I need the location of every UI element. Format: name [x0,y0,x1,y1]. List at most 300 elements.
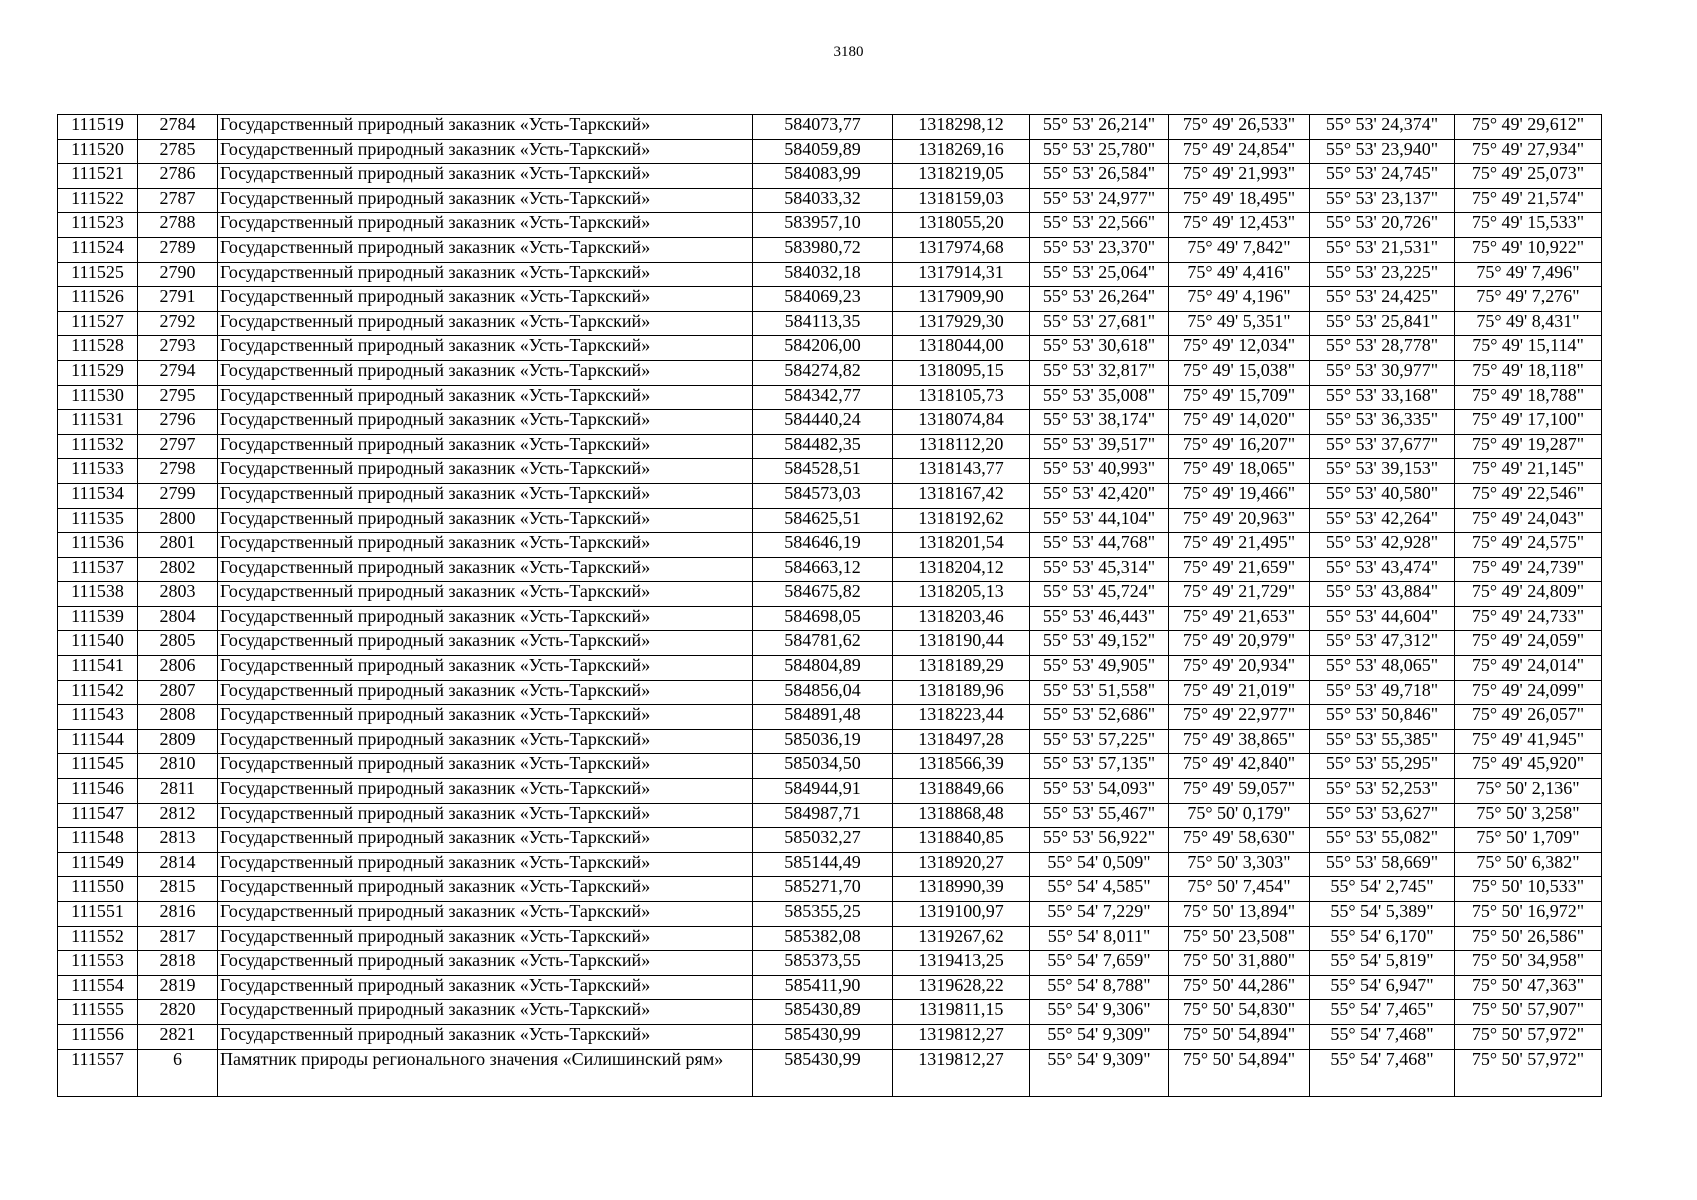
object-name-cell: Государственный природный заказник «Усть-Таркский» [218,410,753,435]
record-id-cell: 111553 [58,951,138,976]
table-row [58,828,1602,853]
record-id-cell: 111552 [58,926,138,951]
y-coordinate-cell: 1318074,84 [893,410,1030,435]
latitude-2-cell: 55° 53' 36,335" [1310,410,1455,435]
latitude-1-cell: 55° 53' 52,686" [1030,705,1169,730]
y-coordinate-cell: 1318095,15 [893,360,1030,385]
object-name-cell: Государственный природный заказник «Усть-Таркский» [218,213,753,238]
latitude-1-cell: 55° 53' 39,517" [1030,434,1169,459]
latitude-2-cell: 55° 53' 24,425" [1310,287,1455,312]
longitude-2-cell: 75° 49' 24,099" [1455,680,1602,705]
latitude-2-cell: 55° 53' 58,669" [1310,852,1455,877]
table-row [58,336,1602,361]
point-number-cell: 2813 [138,828,218,853]
table-row [58,582,1602,607]
longitude-1-cell: 75° 49' 12,034" [1169,336,1310,361]
longitude-1-cell: 75° 49' 7,842" [1169,237,1310,262]
coordinates-table [57,114,1602,1097]
latitude-2-cell: 55° 53' 43,884" [1310,582,1455,607]
y-coordinate-cell: 1319628,22 [893,975,1030,1000]
x-coordinate-cell: 585355,25 [753,902,893,927]
table-row [58,803,1602,828]
latitude-1-cell: 55° 53' 27,681" [1030,311,1169,336]
point-number-cell: 2817 [138,926,218,951]
latitude-2-cell: 55° 53' 49,718" [1310,680,1455,705]
y-coordinate-cell: 1318849,66 [893,779,1030,804]
object-name-cell: Государственный природный заказник «Усть-Таркский» [218,1000,753,1025]
latitude-2-cell: 55° 53' 23,225" [1310,262,1455,287]
latitude-2-cell: 55° 53' 24,374" [1310,115,1455,140]
table-row [58,311,1602,336]
longitude-1-cell: 75° 49' 24,854" [1169,139,1310,164]
point-number-cell: 2793 [138,336,218,361]
latitude-1-cell: 55° 53' 40,993" [1030,459,1169,484]
x-coordinate-cell: 584033,32 [753,188,893,213]
y-coordinate-cell: 1318055,20 [893,213,1030,238]
y-coordinate-cell: 1318189,96 [893,680,1030,705]
latitude-2-cell: 55° 53' 23,940" [1310,139,1455,164]
y-coordinate-cell: 1318201,54 [893,533,1030,558]
table-row [58,754,1602,779]
object-name-cell: Государственный природный заказник «Усть-Таркский» [218,483,753,508]
y-coordinate-cell: 1319812,27 [893,1024,1030,1049]
object-name-cell: Государственный природный заказник «Усть-Таркский» [218,975,753,1000]
table-row [58,237,1602,262]
latitude-2-cell: 55° 53' 24,745" [1310,164,1455,189]
table-row [58,1024,1602,1049]
object-name-cell: Государственный природный заказник «Усть-Таркский» [218,287,753,312]
longitude-1-cell: 75° 50' 54,830" [1169,1000,1310,1025]
longitude-2-cell: 75° 49' 41,945" [1455,729,1602,754]
table-row [58,729,1602,754]
x-coordinate-cell: 585430,99 [753,1024,893,1049]
latitude-1-cell: 55° 53' 44,768" [1030,533,1169,558]
y-coordinate-cell: 1318192,62 [893,508,1030,533]
longitude-1-cell: 75° 49' 59,057" [1169,779,1310,804]
longitude-1-cell: 75° 49' 4,196" [1169,287,1310,312]
latitude-2-cell: 55° 53' 21,531" [1310,237,1455,262]
object-name-cell: Государственный природный заказник «Усть-Таркский» [218,508,753,533]
point-number-cell: 2796 [138,410,218,435]
record-id-cell: 111545 [58,754,138,779]
latitude-1-cell: 55° 53' 57,135" [1030,754,1169,779]
point-number-cell: 2803 [138,582,218,607]
latitude-2-cell: 55° 53' 42,264" [1310,508,1455,533]
latitude-2-cell: 55° 53' 30,977" [1310,360,1455,385]
point-number-cell: 2792 [138,311,218,336]
x-coordinate-cell: 584804,89 [753,656,893,681]
table-row [58,656,1602,681]
x-coordinate-cell: 585271,70 [753,877,893,902]
longitude-1-cell: 75° 50' 0,179" [1169,803,1310,828]
latitude-1-cell: 55° 53' 24,977" [1030,188,1169,213]
record-id-cell: 111554 [58,975,138,1000]
latitude-1-cell: 55° 53' 30,618" [1030,336,1169,361]
longitude-2-cell: 75° 49' 22,546" [1455,483,1602,508]
longitude-2-cell: 75° 49' 24,809" [1455,582,1602,607]
x-coordinate-cell: 584573,03 [753,483,893,508]
record-id-cell: 111546 [58,779,138,804]
record-id-cell: 111535 [58,508,138,533]
latitude-2-cell: 55° 53' 37,677" [1310,434,1455,459]
record-id-cell: 111539 [58,606,138,631]
y-coordinate-cell: 1317909,90 [893,287,1030,312]
x-coordinate-cell: 585373,55 [753,951,893,976]
record-id-cell: 111549 [58,852,138,877]
latitude-2-cell: 55° 53' 55,082" [1310,828,1455,853]
x-coordinate-cell: 585036,19 [753,729,893,754]
y-coordinate-cell: 1317914,31 [893,262,1030,287]
point-number-cell: 2814 [138,852,218,877]
longitude-1-cell: 75° 50' 31,880" [1169,951,1310,976]
longitude-2-cell: 75° 49' 29,612" [1455,115,1602,140]
record-id-cell: 111542 [58,680,138,705]
record-id-cell: 111520 [58,139,138,164]
object-name-cell: Государственный природный заказник «Усть-Таркский» [218,434,753,459]
object-name-cell: Государственный природный заказник «Усть-Таркский» [218,164,753,189]
x-coordinate-cell: 584073,77 [753,115,893,140]
y-coordinate-cell: 1319267,62 [893,926,1030,951]
record-id-cell: 111530 [58,385,138,410]
x-coordinate-cell: 584987,71 [753,803,893,828]
record-id-cell: 111548 [58,828,138,853]
y-coordinate-cell: 1317929,30 [893,311,1030,336]
y-coordinate-cell: 1318497,28 [893,729,1030,754]
record-id-cell: 111524 [58,237,138,262]
point-number-cell: 2807 [138,680,218,705]
point-number-cell: 2785 [138,139,218,164]
x-coordinate-cell: 584206,00 [753,336,893,361]
y-coordinate-cell: 1318105,73 [893,385,1030,410]
point-number-cell: 2806 [138,656,218,681]
table-row [58,213,1602,238]
latitude-1-cell: 55° 53' 45,724" [1030,582,1169,607]
y-coordinate-cell: 1318205,13 [893,582,1030,607]
latitude-1-cell: 55° 54' 0,509" [1030,852,1169,877]
x-coordinate-cell: 584032,18 [753,262,893,287]
longitude-1-cell: 75° 49' 18,495" [1169,188,1310,213]
longitude-1-cell: 75° 49' 22,977" [1169,705,1310,730]
table-row [58,557,1602,582]
record-id-cell: 111534 [58,483,138,508]
longitude-2-cell: 75° 50' 57,972" [1455,1024,1602,1049]
longitude-1-cell: 75° 49' 12,453" [1169,213,1310,238]
point-number-cell: 2810 [138,754,218,779]
table-row [58,705,1602,730]
longitude-2-cell: 75° 50' 34,958" [1455,951,1602,976]
longitude-1-cell: 75° 49' 21,019" [1169,680,1310,705]
longitude-1-cell: 75° 49' 21,659" [1169,557,1310,582]
record-id-cell: 111538 [58,582,138,607]
table-row [58,434,1602,459]
x-coordinate-cell: 583957,10 [753,213,893,238]
longitude-2-cell: 75° 50' 26,586" [1455,926,1602,951]
x-coordinate-cell: 585034,50 [753,754,893,779]
table-row [58,975,1602,1000]
longitude-2-cell: 75° 50' 57,907" [1455,1000,1602,1025]
latitude-1-cell: 55° 53' 49,152" [1030,631,1169,656]
object-name-cell: Государственный природный заказник «Усть-Таркский» [218,951,753,976]
latitude-1-cell: 55° 53' 38,174" [1030,410,1169,435]
x-coordinate-cell: 584698,05 [753,606,893,631]
record-id-cell: 111529 [58,360,138,385]
table-row [58,951,1602,976]
object-name-cell: Государственный природный заказник «Усть-Таркский» [218,803,753,828]
longitude-2-cell: 75° 49' 24,014" [1455,656,1602,681]
longitude-2-cell: 75° 49' 8,431" [1455,311,1602,336]
x-coordinate-cell: 585382,08 [753,926,893,951]
table-row [58,508,1602,533]
point-number-cell: 2790 [138,262,218,287]
latitude-1-cell: 55° 54' 9,309" [1030,1024,1169,1049]
latitude-2-cell: 55° 53' 43,474" [1310,557,1455,582]
object-name-cell: Государственный природный заказник «Усть-Таркский» [218,115,753,140]
table-row [58,1049,1602,1096]
point-number-cell: 2820 [138,1000,218,1025]
latitude-2-cell: 55° 53' 55,385" [1310,729,1455,754]
longitude-1-cell: 75° 49' 38,865" [1169,729,1310,754]
longitude-2-cell: 75° 49' 26,057" [1455,705,1602,730]
longitude-2-cell: 75° 49' 7,496" [1455,262,1602,287]
object-name-cell: Государственный природный заказник «Усть-Таркский» [218,877,753,902]
latitude-1-cell: 55° 53' 26,584" [1030,164,1169,189]
longitude-2-cell: 75° 50' 16,972" [1455,902,1602,927]
table-row [58,115,1602,140]
record-id-cell: 111543 [58,705,138,730]
longitude-1-cell: 75° 49' 21,993" [1169,164,1310,189]
y-coordinate-cell: 1318044,00 [893,336,1030,361]
latitude-1-cell: 55° 53' 55,467" [1030,803,1169,828]
latitude-1-cell: 55° 53' 54,093" [1030,779,1169,804]
point-number-cell: 2801 [138,533,218,558]
longitude-1-cell: 75° 50' 23,508" [1169,926,1310,951]
longitude-1-cell: 75° 49' 15,709" [1169,385,1310,410]
latitude-2-cell: 55° 53' 25,841" [1310,311,1455,336]
longitude-2-cell: 75° 50' 6,382" [1455,852,1602,877]
longitude-1-cell: 75° 49' 18,065" [1169,459,1310,484]
record-id-cell: 111531 [58,410,138,435]
longitude-1-cell: 75° 49' 19,466" [1169,483,1310,508]
object-name-cell: Государственный природный заказник «Усть-Таркский» [218,729,753,754]
table-row [58,483,1602,508]
object-name-cell: Государственный природный заказник «Усть-Таркский» [218,336,753,361]
y-coordinate-cell: 1318920,27 [893,852,1030,877]
point-number-cell: 2799 [138,483,218,508]
latitude-2-cell: 55° 54' 6,947" [1310,975,1455,1000]
longitude-1-cell: 75° 49' 26,533" [1169,115,1310,140]
latitude-2-cell: 55° 53' 40,580" [1310,483,1455,508]
latitude-2-cell: 55° 53' 20,726" [1310,213,1455,238]
latitude-2-cell: 55° 53' 53,627" [1310,803,1455,828]
point-number-cell: 2819 [138,975,218,1000]
point-number-cell: 2808 [138,705,218,730]
latitude-2-cell: 55° 54' 7,468" [1310,1049,1455,1096]
x-coordinate-cell: 584646,19 [753,533,893,558]
latitude-1-cell: 55° 53' 42,420" [1030,483,1169,508]
object-name-cell: Государственный природный заказник «Усть-Таркский» [218,926,753,951]
point-number-cell: 2788 [138,213,218,238]
point-number-cell: 2797 [138,434,218,459]
object-name-cell: Государственный природный заказник «Усть-Таркский» [218,262,753,287]
object-name-cell: Государственный природный заказник «Усть-Таркский» [218,582,753,607]
y-coordinate-cell: 1318189,29 [893,656,1030,681]
longitude-2-cell: 75° 50' 47,363" [1455,975,1602,1000]
longitude-1-cell: 75° 49' 58,630" [1169,828,1310,853]
longitude-2-cell: 75° 50' 1,709" [1455,828,1602,853]
table-row [58,852,1602,877]
longitude-1-cell: 75° 50' 7,454" [1169,877,1310,902]
latitude-1-cell: 55° 53' 25,780" [1030,139,1169,164]
longitude-1-cell: 75° 49' 20,963" [1169,508,1310,533]
latitude-1-cell: 55° 53' 32,817" [1030,360,1169,385]
longitude-1-cell: 75° 50' 13,894" [1169,902,1310,927]
point-number-cell: 2798 [138,459,218,484]
longitude-2-cell: 75° 49' 21,574" [1455,188,1602,213]
longitude-2-cell: 75° 49' 17,100" [1455,410,1602,435]
table-row [58,680,1602,705]
point-number-cell: 2818 [138,951,218,976]
record-id-cell: 111533 [58,459,138,484]
y-coordinate-cell: 1318219,05 [893,164,1030,189]
latitude-2-cell: 55° 53' 44,604" [1310,606,1455,631]
y-coordinate-cell: 1318868,48 [893,803,1030,828]
point-number-cell: 2821 [138,1024,218,1049]
table-row [58,631,1602,656]
point-number-cell: 2816 [138,902,218,927]
longitude-1-cell: 75° 49' 14,020" [1169,410,1310,435]
table-row [58,1000,1602,1025]
latitude-1-cell: 55° 53' 56,922" [1030,828,1169,853]
record-id-cell: 111532 [58,434,138,459]
latitude-1-cell: 55° 53' 46,443" [1030,606,1169,631]
latitude-1-cell: 55° 53' 22,566" [1030,213,1169,238]
x-coordinate-cell: 584274,82 [753,360,893,385]
x-coordinate-cell: 584440,24 [753,410,893,435]
x-coordinate-cell: 585032,27 [753,828,893,853]
x-coordinate-cell: 584113,35 [753,311,893,336]
table-row [58,360,1602,385]
latitude-1-cell: 55° 54' 8,011" [1030,926,1169,951]
y-coordinate-cell: 1318167,42 [893,483,1030,508]
object-name-cell: Государственный природный заказник «Усть-Таркский» [218,828,753,853]
latitude-1-cell: 55° 53' 51,558" [1030,680,1169,705]
longitude-2-cell: 75° 49' 24,575" [1455,533,1602,558]
longitude-2-cell: 75° 49' 18,788" [1455,385,1602,410]
latitude-2-cell: 55° 53' 28,778" [1310,336,1455,361]
x-coordinate-cell: 584944,91 [753,779,893,804]
latitude-2-cell: 55° 54' 7,465" [1310,1000,1455,1025]
y-coordinate-cell: 1319100,97 [893,902,1030,927]
object-name-cell: Государственный природный заказник «Усть-Таркский» [218,237,753,262]
longitude-1-cell: 75° 49' 15,038" [1169,360,1310,385]
object-name-cell: Государственный природный заказник «Усть-Таркский» [218,680,753,705]
table-row [58,459,1602,484]
table-row [58,606,1602,631]
table-row [58,877,1602,902]
record-id-cell: 111536 [58,533,138,558]
object-name-cell: Государственный природный заказник «Усть-Таркский» [218,311,753,336]
longitude-2-cell: 75° 50' 10,533" [1455,877,1602,902]
longitude-2-cell: 75° 49' 24,733" [1455,606,1602,631]
latitude-1-cell: 55° 54' 9,306" [1030,1000,1169,1025]
longitude-1-cell: 75° 49' 21,653" [1169,606,1310,631]
y-coordinate-cell: 1317974,68 [893,237,1030,262]
record-id-cell: 111528 [58,336,138,361]
x-coordinate-cell: 584069,23 [753,287,893,312]
y-coordinate-cell: 1318269,16 [893,139,1030,164]
latitude-1-cell: 55° 53' 49,905" [1030,656,1169,681]
latitude-2-cell: 55° 53' 33,168" [1310,385,1455,410]
latitude-2-cell: 55° 54' 5,819" [1310,951,1455,976]
x-coordinate-cell: 585430,99 [753,1049,893,1096]
record-id-cell: 111547 [58,803,138,828]
longitude-2-cell: 75° 50' 57,972" [1455,1049,1602,1096]
point-number-cell: 2805 [138,631,218,656]
x-coordinate-cell: 584856,04 [753,680,893,705]
record-id-cell: 111525 [58,262,138,287]
x-coordinate-cell: 584083,99 [753,164,893,189]
latitude-1-cell: 55° 54' 7,229" [1030,902,1169,927]
longitude-2-cell: 75° 49' 18,118" [1455,360,1602,385]
object-name-cell: Памятник природы регионального значения «Силишинский рям» [218,1049,753,1096]
object-name-cell: Государственный природный заказник «Усть-Таркский» [218,754,753,779]
object-name-cell: Государственный природный заказник «Усть-Таркский» [218,139,753,164]
x-coordinate-cell: 584528,51 [753,459,893,484]
object-name-cell: Государственный природный заказник «Усть-Таркский» [218,385,753,410]
longitude-1-cell: 75° 50' 44,286" [1169,975,1310,1000]
object-name-cell: Государственный природный заказник «Усть-Таркский» [218,705,753,730]
object-name-cell: Государственный природный заказник «Усть-Таркский» [218,188,753,213]
longitude-2-cell: 75° 49' 7,276" [1455,287,1602,312]
record-id-cell: 111551 [58,902,138,927]
table-row [58,410,1602,435]
latitude-2-cell: 55° 54' 7,468" [1310,1024,1455,1049]
record-id-cell: 111555 [58,1000,138,1025]
point-number-cell: 2787 [138,188,218,213]
x-coordinate-cell: 584781,62 [753,631,893,656]
x-coordinate-cell: 584059,89 [753,139,893,164]
latitude-2-cell: 55° 53' 23,137" [1310,188,1455,213]
longitude-1-cell: 75° 50' 54,894" [1169,1049,1310,1096]
point-number-cell: 2809 [138,729,218,754]
latitude-2-cell: 55° 53' 50,846" [1310,705,1455,730]
x-coordinate-cell: 585411,90 [753,975,893,1000]
point-number-cell: 2795 [138,385,218,410]
point-number-cell: 2791 [138,287,218,312]
x-coordinate-cell: 583980,72 [753,237,893,262]
y-coordinate-cell: 1318990,39 [893,877,1030,902]
object-name-cell: Государственный природный заказник «Усть-Таркский» [218,533,753,558]
point-number-cell: 2794 [138,360,218,385]
longitude-2-cell: 75° 50' 2,136" [1455,779,1602,804]
longitude-1-cell: 75° 49' 20,934" [1169,656,1310,681]
latitude-1-cell: 55° 53' 35,008" [1030,385,1169,410]
object-name-cell: Государственный природный заказник «Усть-Таркский» [218,459,753,484]
y-coordinate-cell: 1319811,15 [893,1000,1030,1025]
x-coordinate-cell: 584342,77 [753,385,893,410]
record-id-cell: 111557 [58,1049,138,1096]
object-name-cell: Государственный природный заказник «Усть-Таркский» [218,902,753,927]
object-name-cell: Государственный природный заказник «Усть-Таркский» [218,1024,753,1049]
latitude-2-cell: 55° 53' 47,312" [1310,631,1455,656]
object-name-cell: Государственный природный заказник «Усть-Таркский» [218,852,753,877]
table-row [58,262,1602,287]
y-coordinate-cell: 1318204,12 [893,557,1030,582]
latitude-2-cell: 55° 54' 6,170" [1310,926,1455,951]
table-body [58,115,1602,1097]
table-row [58,164,1602,189]
object-name-cell: Государственный природный заказник «Усть-Таркский» [218,606,753,631]
